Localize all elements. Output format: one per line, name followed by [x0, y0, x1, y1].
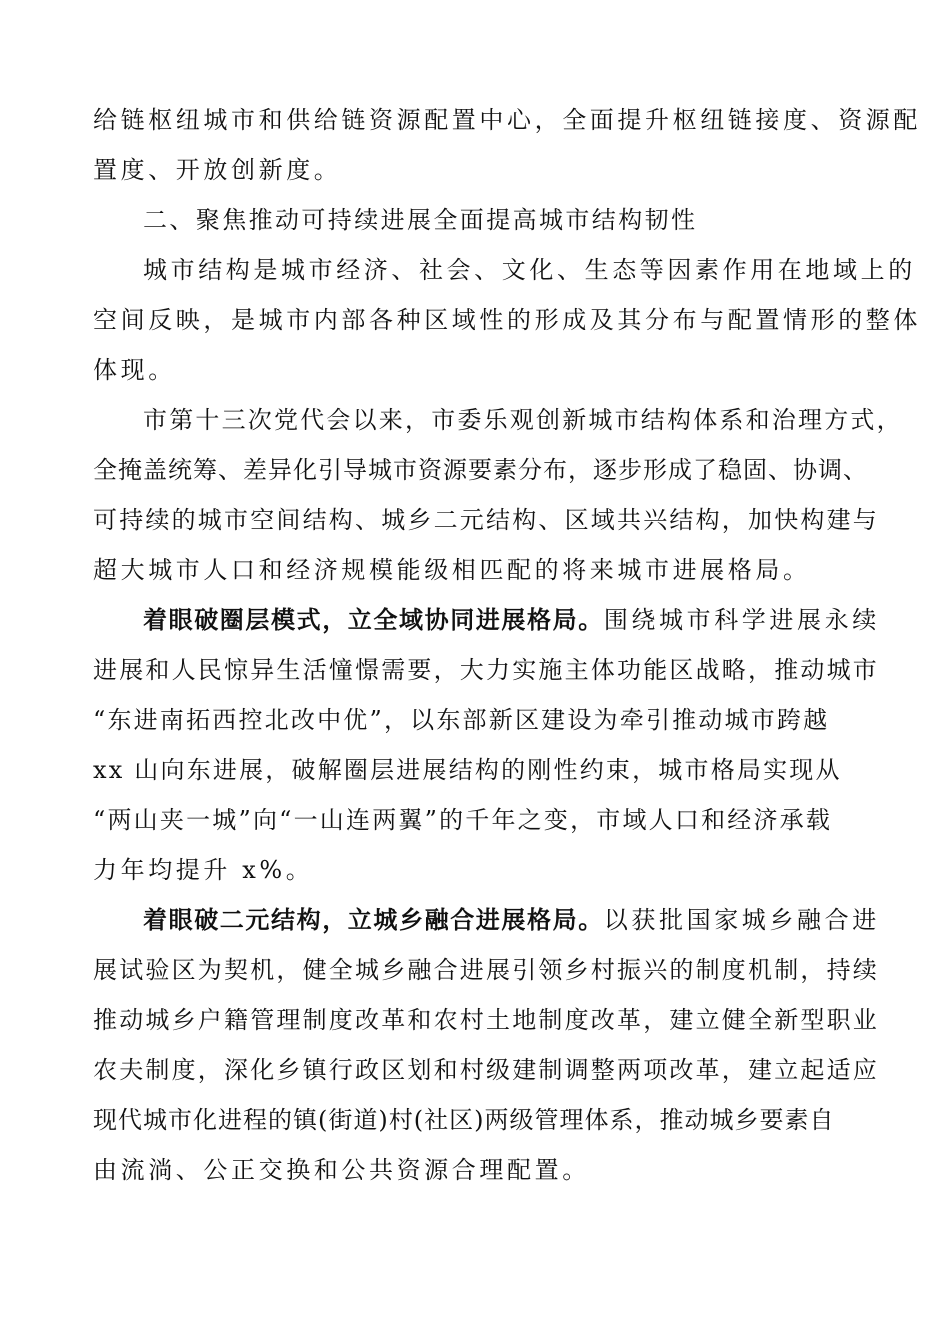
paragraph-4-line-2: 展试验区为契机，健全城乡融合进展引领乡村振兴的制度机制，持续 — [93, 956, 879, 984]
paragraph-3-line-1 — [143, 605, 880, 635]
paragraph-2-line-1: 市第十三次党代会以来，市委乐观创新城市结构体系和治理方式， — [143, 406, 903, 434]
paragraph-3-line-5: “两山夹一城”向“一山连两翼”的千年之变，市域人口和经济承载 — [93, 806, 833, 834]
paragraph-1-line-3: 体现。 — [93, 356, 176, 384]
paragraph-3-first-rest: 围绕城市科学进展永续 — [603, 606, 880, 634]
paragraph-1-line-2: 空间反映，是城市内部各种区域性的形成及其分布与配置情形的整体 — [93, 306, 921, 334]
paragraph-3-line-2: 进展和人民惊异生活憧憬需要，大力实施主体功能区战略，推动城市 — [93, 656, 879, 684]
paragraph-3-line-4: xx 山向东进展，破解圈层进展结构的刚性约束，城市格局实现从 — [93, 756, 842, 784]
paragraph-4-line-5: 现代城市化进程的镇(街道)村(社区)两级管理体系，推动城乡要素自 — [93, 1106, 835, 1134]
paragraph-2-line-3: 可持续的城市空间结构、城乡二元结构、区域共兴结构，加快构建与 — [93, 506, 879, 534]
paragraph-4-line-3: 推动城乡户籍管理制度改革和农村土地制度改革，建立健全新型职业 — [93, 1006, 879, 1034]
intro-line-1: 给链枢纽城市和供给链资源配置中心，全面提升枢纽链接度、资源配 — [93, 106, 921, 134]
paragraph-3-lead: 着眼破圈层模式，立全域协同进展格局。 — [143, 606, 604, 634]
paragraph-3-line-3: “东进南拓西控北改中优”，以东部新区建设为牵引推动城市跨越 — [93, 706, 830, 734]
section-heading: 二、聚焦推动可持续进展全面提高城市结构韧性 — [143, 206, 698, 234]
paragraph-2-line-2: 全掩盖统筹、差异化引导城市资源要素分布，逐步形成了稳固、协调、 — [93, 456, 868, 484]
paragraph-1-line-1: 城市结构是城市经济、社会、文化、生态等因素作用在地域上的 — [143, 256, 916, 284]
paragraph-4-line-6: 由流淌、公正交换和公共资源合理配置。 — [93, 1156, 590, 1184]
paragraph-4-line-4: 农夫制度，深化乡镇行政区划和村级建制调整两项改革，建立起适应 — [93, 1056, 879, 1084]
paragraph-3-line-6: 力年均提升 x%。 — [93, 856, 314, 884]
paragraph-4-lead: 着眼破二元结构，立城乡融合进展格局。 — [143, 906, 604, 934]
intro-line-2: 置度、开放创新度。 — [93, 156, 342, 184]
paragraph-2-line-4: 超大城市人口和经济规模能级相匹配的将来城市进展格局。 — [93, 556, 811, 584]
paragraph-4-line-1 — [143, 905, 880, 935]
paragraph-4-first-rest: 以获批国家城乡融合进 — [603, 906, 880, 934]
